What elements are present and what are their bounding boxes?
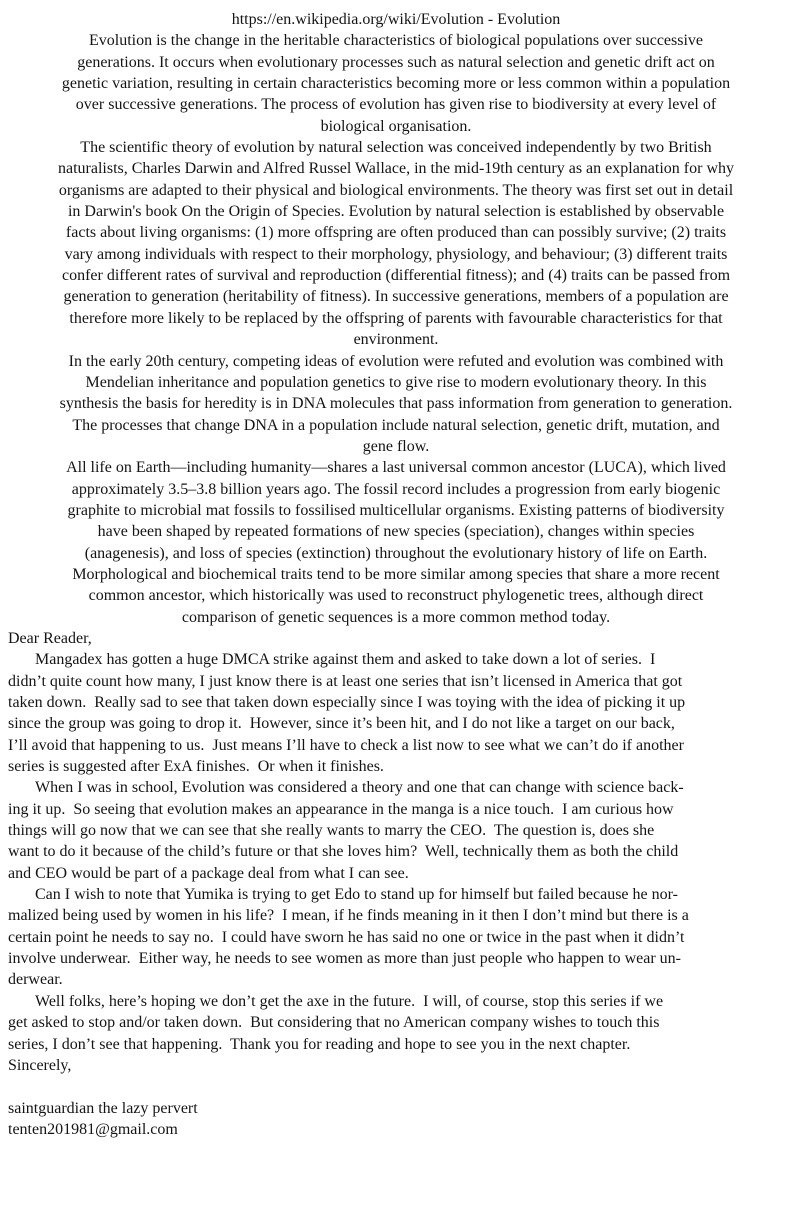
letter-paragraph-3: Can I wish to note that Yumika is trying to get Edo to stand up for himself but failed because he nor- malized being used by women in his life? I mean, if he finds meaning in it then I don’t mind but there is a certain point he needs to say no. I could have sworn he has said no one or twice in the past when it didn’t involve underwear. Either way, he needs to see women as more than just people who happen to wear un- derwear. — [8, 886, 689, 989]
blank-line — [8, 1076, 784, 1097]
signature-email: tenten201981@gmail.com — [8, 1120, 178, 1138]
letter-paragraph-4: Well folks, here’s hoping we don’t get the axe in the future. I will, of course, stop this series if we get asked to stop and/or taken down. But considering that no American company wishes to touch this series, I don’t see that happening. Thank you for reading and hope to see you in the next chapter. — [8, 992, 664, 1053]
signature-name: saintguardian the lazy pervert — [8, 1099, 198, 1117]
letter-paragraph-2: When I was in school, Evolution was considered a theory and one that can change with science back- ing it up. So seeing that evolution makes an appearance in the manga is a nice touch. I am curious how things will go now that we can see that she really wants to marry the CEO. The question is, does she want to do it because of the child’s future or that she loves him? Well, technically them as both the child and CEO would be part of a package deal from what I can see. — [8, 779, 684, 882]
wiki-paragraph-2: The scientific theory of evolution by natural selection was conceived independently by two British naturalists, Charles Darwin and Alfred Russel Wallace, in the mid-19th century as an explanation for why organisms are adapted to their physical and biological environments. The theory was first set out in detail in Darwin's book On the Origin of Species. Evolution by natural selection is established by observable facts about living organisms: (1) more offspring are often produced than can possibly survive; (2) traits vary among individuals with respect to their morphology, physiology, and behaviour; (3) different traits confer different rates of survival and reproduction (differential fitness); and (4) traits can be passed from generation to generation (heritability of fitness). In successive generations, members of a population are therefore more likely to be replaced by the offspring of parents with favourable characteristics for that environment. — [57, 139, 734, 349]
letter-salutation: Dear Reader, — [8, 629, 92, 647]
wiki-paragraph-3: In the early 20th century, competing ideas of evolution were refuted and evolution was combined with Mendelian inheritance and population genetics to give rise to modern evolutionary theory. In this synthesis the basis for heredity is in DNA molecules that pass information from generation to generation. The processes that change DNA in a population include natural selection, genetic drift, mutation, and gene flow. — [59, 352, 733, 455]
letter-closing: Sincerely, — [8, 1056, 72, 1074]
wiki-paragraph-4: All life on Earth—including humanity—shares a last universal common ancestor (LUCA), which lived approximately 3.5–3.8 billion years ago. The fossil record includes a progression from early biogenic graphite to microbial mat fossils to fossilised multicellular organisms. Existing patterns of biodiversity have been shaped by repeated formations of new species (speciation), changes within species (anagenesis), and loss of species (extinction) throughout the evolutionary history of life on Earth. Morphological and biochemical traits tend to be more similar among species that share a more recent common ancestor, which historically was used to reconstruct phylogenetic trees, although direct comparison of genetic sequences is a more common method today. — [66, 459, 726, 626]
wiki-paragraph-1: Evolution is the change in the heritable characteristics of biological populations over successive generations. It occurs when evolutionary processes such as natural selection and genetic drift act on genetic variation, resulting in certain characteristics becoming more or less common within a population over successive generations. The process of evolution has given rise to biodiversity at every level of biological organisation. — [61, 32, 731, 135]
source-url-title: https://en.wikipedia.org/wiki/Evolution - Evolution — [231, 11, 561, 28]
letter-paragraph-1: Mangadex has gotten a huge DMCA strike against them and asked to take down a lot of series. I didn’t quite count how many, I just know there is at least one series that isn’t licensed in America that got taken down. Really sad to see that taken down especially since I was toying with the idea of picking it up since the group was going to drop it. However, since it’s been hit, and I do not like a target on our back, I’ll avoid that happening to us. Just means I’ll have to check a list now to see what we can’t do if another series is suggested after ExA finishes. Or when it finishes. — [8, 651, 686, 776]
